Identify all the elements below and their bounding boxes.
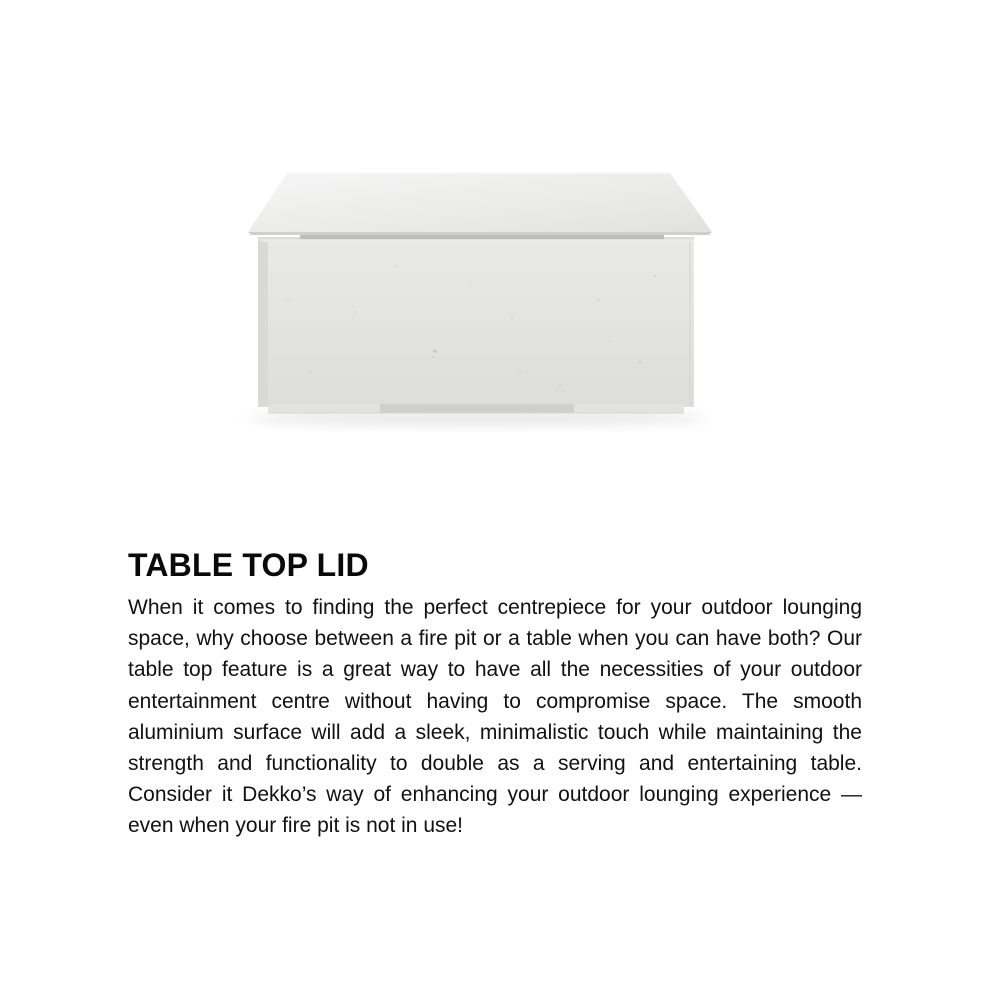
content-section [128,546,862,842]
section-body: When it comes to finding the perfect centrepiece for your outdoor lounging space, why choose between a fire pit or a table when you can have both? Our table top feature is a great way to have all the necessities of your outdoor entertainment centre without having to compromise space. The smooth aluminium surface will add a sleek, minimalistic touch while maintaining the strength and functionality to double as a serving and entertaining table. Consider it Dekko’s way of enhancing your outdoor lounging experience — even when your fire pit is not in use! [128,596,862,838]
section-title: TABLE TOP LID [128,547,369,583]
aluminium-lid [248,173,712,239]
concrete-base [258,237,694,413]
